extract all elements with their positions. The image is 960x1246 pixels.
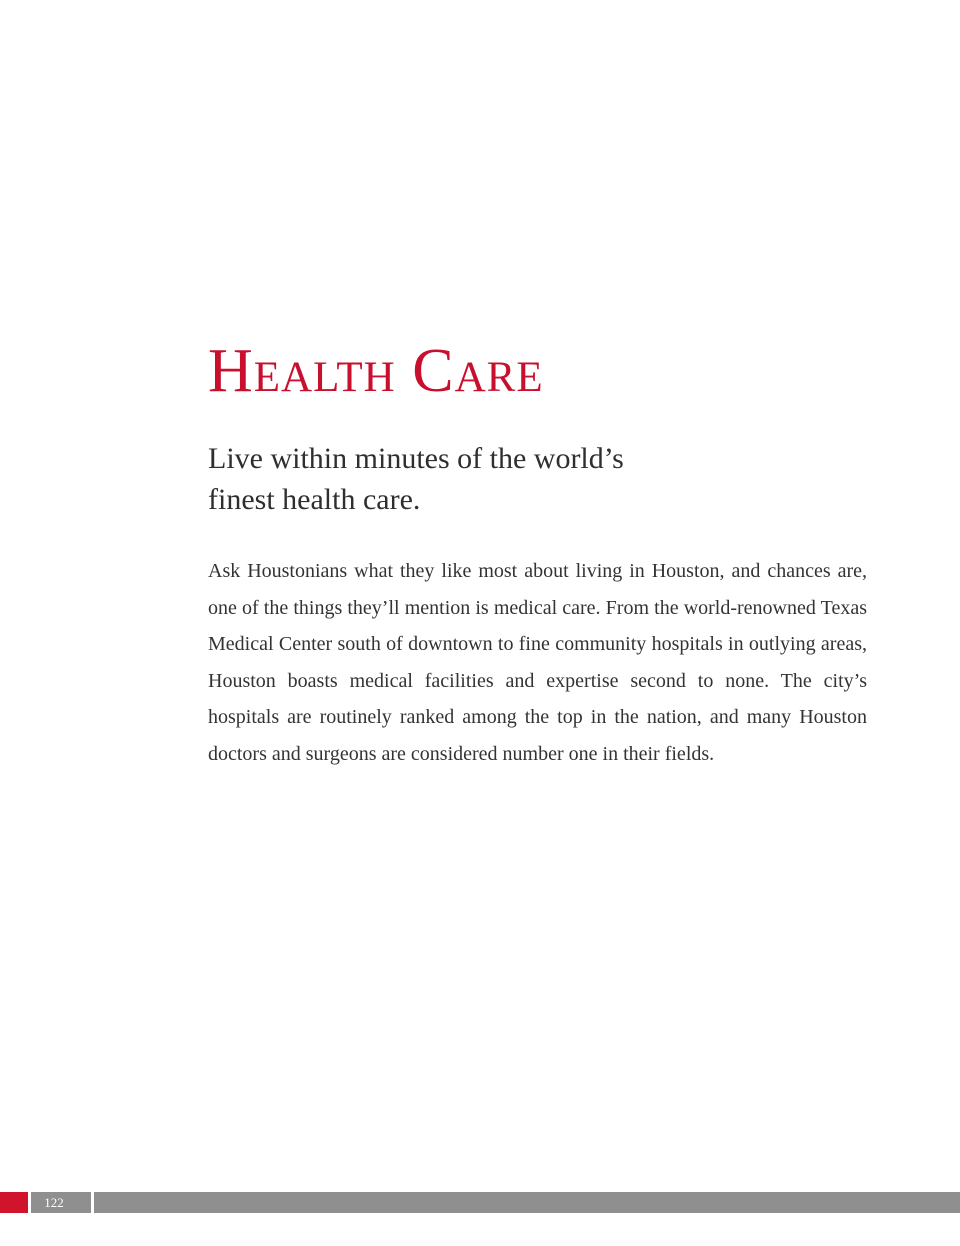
page-number: 122	[44, 1195, 64, 1210]
footer-rule	[94, 1192, 960, 1213]
footer-page-number-box	[31, 1192, 91, 1213]
article	[208, 336, 867, 773]
footer-accent-block	[0, 1192, 28, 1213]
body-paragraph: Ask Houstonians what they like most about living in Houston, and chances are, one of the things they’ll mention is medical care. From the world-renowned Texas Medical Center south of downtown to fine community hospitals in outlying areas, Houston boasts medical facilities and expertise second to none. The city’s hospitals are routinely ranked among the top in the nation, and many Houston doctors and surgeons are considered number one in their fields.	[208, 560, 867, 765]
section-title: Health Care	[208, 337, 544, 405]
section-subtitle: Live within minutes of the world’s finest health care.	[208, 442, 624, 516]
page-footer	[0, 1192, 960, 1213]
